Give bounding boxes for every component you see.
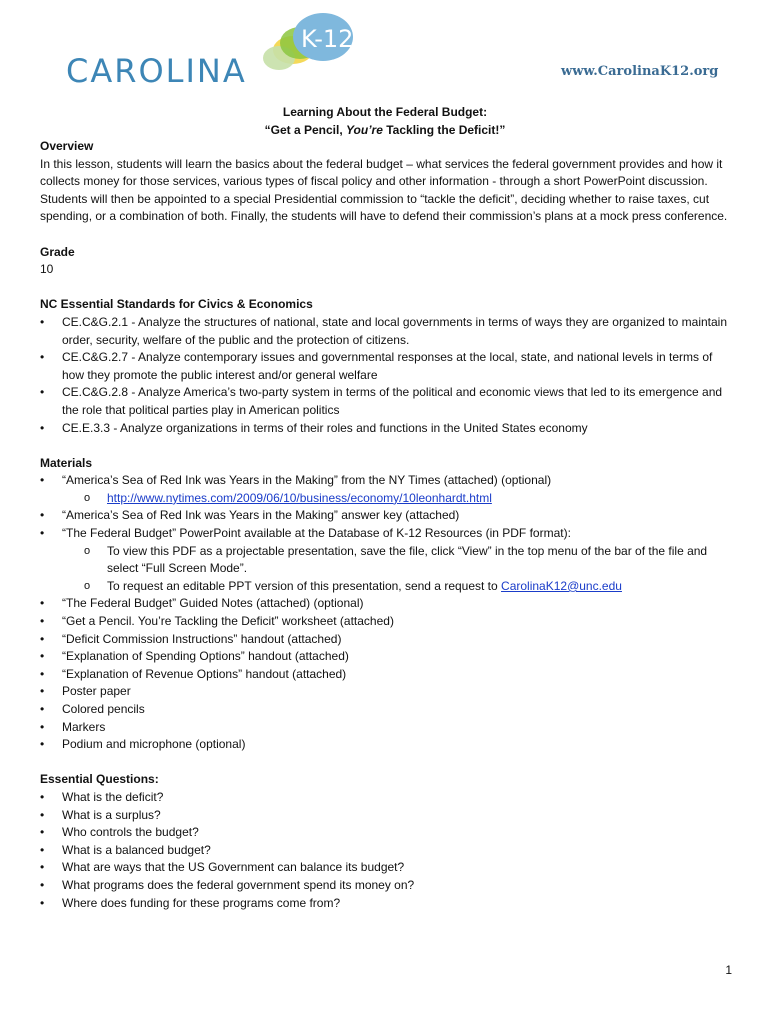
material-item: • “Explanation of Revenue Options” handout (attached) xyxy=(40,666,732,684)
grade-value: 10 xyxy=(40,262,54,277)
question-item: • What are ways that the US Government can balance its budget? xyxy=(40,859,732,877)
overview-heading: Overview xyxy=(40,139,94,153)
material-sublist xyxy=(62,490,732,508)
title-line-2-emphasis: You’re xyxy=(346,123,383,137)
materials-heading: Materials xyxy=(40,455,93,470)
material-subitem-text: To request an editable PPT version of this presentation, send a request to xyxy=(107,578,502,593)
question-item: • Who controls the budget? xyxy=(40,824,732,842)
question-item: • What programs does the federal government spend its money on? xyxy=(40,877,732,895)
nytimes-article-link[interactable]: http://www.nytimes.com/2009/06/10/business/economy/10leonhardt.html xyxy=(107,490,492,505)
site-url[interactable]: www.CarolinaK12.org xyxy=(561,64,719,79)
title-line-2-start: “Get a Pencil, xyxy=(264,123,346,137)
material-item-text: • “America’s Sea of Red Ink was Years in the Making” from the NY Times (attached) (optional) xyxy=(62,473,552,488)
standards-heading: NC Essential Standards for Civics & Economics xyxy=(40,297,313,312)
material-item: • Poster paper xyxy=(40,683,732,701)
material-item-text: • “The Federal Budget” PowerPoint available at the Database of K-12 Resources (in PDF format): xyxy=(62,526,571,541)
material-item: • “Deficit Commission Instructions” handout (attached) xyxy=(40,631,732,649)
material-subitem xyxy=(62,490,732,508)
material-item: • “Explanation of Spending Options” handout (attached) xyxy=(40,648,732,666)
standards-list xyxy=(40,314,732,437)
grade-heading: Grade xyxy=(40,244,75,259)
logo-wordmark: CAROLINA xyxy=(66,52,247,90)
standard-item: • CE.C&G.2.1 - Analyze the structures of national, state and local governments in terms of ways they are organized to maintain order, security, welfare of the public and the protection of citizens. xyxy=(40,314,732,349)
material-subitem: o To view this PDF as a projectable presentation, save the file, click “View” in the top menu of the bar of the file and select “Full Screen Mode”. xyxy=(62,543,732,578)
page-number: 1 xyxy=(725,963,732,977)
questions-heading: Essential Questions: xyxy=(40,772,159,787)
email-link[interactable]: CarolinaK12@unc.edu xyxy=(501,578,622,593)
standard-item: • CE.E.3.3 - Analyze organizations in terms of their roles and functions in the United States economy xyxy=(40,420,732,438)
title-line-2 xyxy=(0,121,770,139)
material-item: • Markers xyxy=(40,719,732,737)
question-item: • Where does funding for these programs come from? xyxy=(40,895,732,913)
materials-list xyxy=(40,472,732,754)
material-subitem xyxy=(62,578,732,596)
title-line-1: Learning About the Federal Budget: xyxy=(282,105,488,119)
standard-item: • CE.C&G.2.8 - Analyze America’s two-party system in terms of the political and economic views that led to its emergence and the role that political parties play in American politics xyxy=(40,384,732,419)
question-item: • What is the deficit? xyxy=(40,789,732,807)
question-item: • What is a surplus? xyxy=(40,807,732,825)
material-item: • Colored pencils xyxy=(40,701,732,719)
material-item xyxy=(40,525,732,595)
title-line-2-end: Tackling the Deficit!” xyxy=(382,123,506,137)
material-item: • Podium and microphone (optional) xyxy=(40,736,732,754)
material-sublist xyxy=(62,543,732,596)
document-body xyxy=(40,138,732,912)
material-item: • “Get a Pencil. You’re Tackling the Deficit” worksheet (attached) xyxy=(40,613,732,631)
document-title xyxy=(0,103,770,139)
logo-k12-badge: K-12 xyxy=(301,25,354,53)
overview-text: In this lesson, students will learn the basics about the federal budget – what services the federal government provides and how it collects money for those services, various types of fiscal policy and other information - through a short PowerPoint discussion. Students will then be appointed to a special Presidential commission to “tackle the deficit”, deciding whether to raise taxes, cut spending, or a combination of both. Finally, the students will have to defend their commission’s plans at a mock press conference. xyxy=(40,156,728,224)
material-item: • “The Federal Budget” Guided Notes (attached) (optional) xyxy=(40,595,732,613)
questions-list xyxy=(40,789,732,912)
carolina-k12-logo xyxy=(64,10,374,90)
material-item: • “America’s Sea of Red Ink was Years in the Making” answer key (attached) xyxy=(40,507,732,525)
material-item xyxy=(40,472,732,507)
standard-item: • CE.C&G.2.7 - Analyze contemporary issues and governmental responses at the local, state, and national levels in terms of how they promote the public interest and/or general welfare xyxy=(40,349,732,384)
question-item: • What is a balanced budget? xyxy=(40,842,732,860)
